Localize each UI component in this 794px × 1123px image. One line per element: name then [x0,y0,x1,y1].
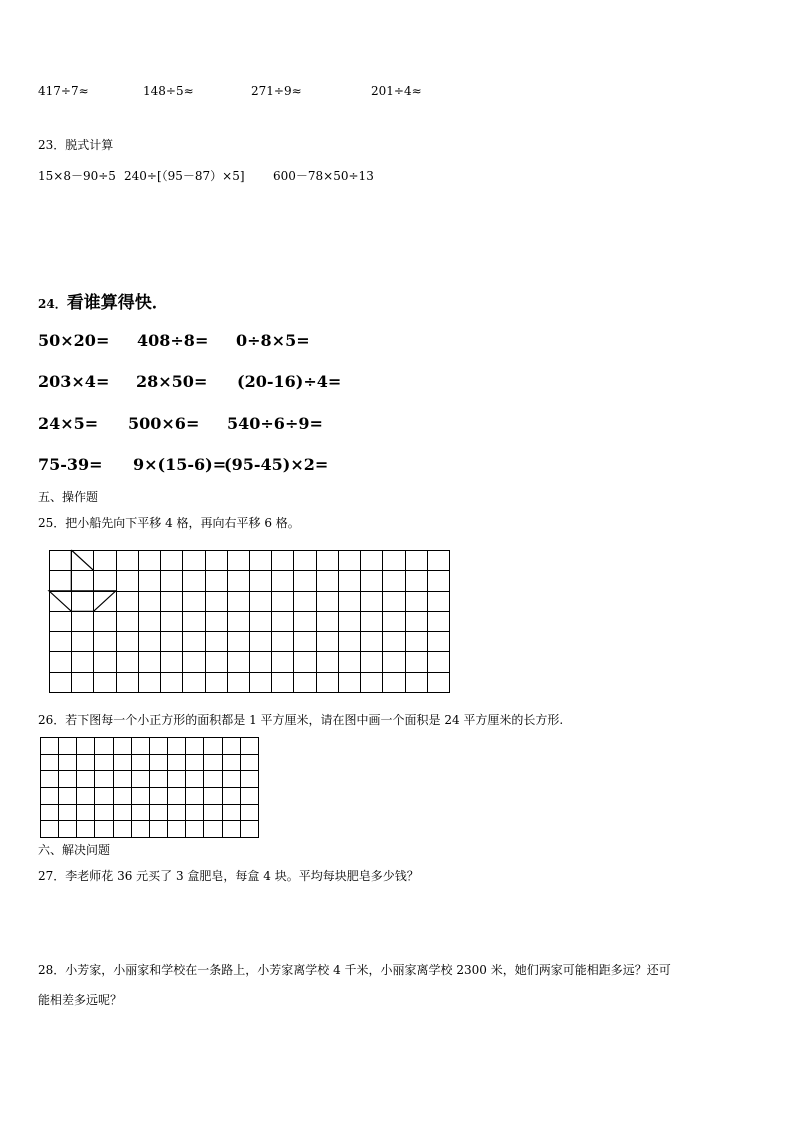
grid-cell [59,805,77,822]
grid-cell [150,755,168,772]
estimate-1: 417÷7≈ [38,84,89,98]
grid-cell [59,771,77,788]
grid-cell [168,821,186,838]
grid-cell [186,788,204,805]
grid-cell [204,821,222,838]
grid-cell [114,788,132,805]
grid-cell [132,788,150,805]
q26-grid [40,737,259,838]
grid-cell [168,805,186,822]
q28-line-1: 28．小芳家，小丽家和学校在一条路上，小芳家离学校 4 千米，小丽家离学校 2300 米，她们两家可能相距多远？还可 [38,963,671,977]
q23-problem-2: 240÷[（95－87）×5] [124,169,245,183]
grid-cell [150,771,168,788]
grid-cell [186,755,204,772]
q24-item: 0÷8×5= [236,331,310,350]
q24-item: 540÷6÷9= [227,414,323,433]
q24-item: 50×20= [38,331,110,350]
section-5-heading: 五、操作题 [38,490,99,504]
grid-cell [41,771,59,788]
grid-cell [114,738,132,755]
grid-cell [186,738,204,755]
q24-title: 看谁算得快． [66,293,169,313]
grid-cell [59,755,77,772]
grid-cell [204,755,222,772]
grid-cell [204,738,222,755]
estimate-2: 148÷5≈ [143,84,194,98]
q25-text: 25．把小船先向下平移 4 格，再向右平移 6 格。 [38,516,300,530]
q24-heading [38,288,169,313]
q27-text: 27．李老师花 36 元买了 3 盒肥皂，每盒 4 块。平均每块肥皂多少钱？ [38,869,419,883]
grid-cell [41,788,59,805]
grid-cell [77,771,95,788]
q24-item: (95-45)×2= [224,455,329,474]
grid-cell [77,805,95,822]
grid-cell [241,821,259,838]
grid-cell [150,738,168,755]
grid-cell [223,788,241,805]
grid-cell [95,805,113,822]
q24-item: 24×5= [38,414,99,433]
q23-title: 23．脱式计算 [38,138,114,152]
grid-cell [114,821,132,838]
q28-line-2: 能相差多远呢？ [38,993,123,1007]
q24-item: 408÷8= [137,331,209,350]
grid-cell [95,821,113,838]
grid-cell [114,771,132,788]
grid-cell [132,821,150,838]
grid-cell [241,738,259,755]
grid-cell [223,821,241,838]
grid-cell [150,821,168,838]
q24-item: 500×6= [128,414,200,433]
grid-cell [204,788,222,805]
grid-cell [41,738,59,755]
grid-cell [132,805,150,822]
q24-item: (20-16)÷4= [237,372,342,391]
q23-problem-1: 15×8－90÷5 [38,169,116,183]
grid-cell [241,755,259,772]
grid-cell [223,805,241,822]
q24-number: 24． [38,297,67,311]
grid-cell [95,771,113,788]
grid-cell [241,788,259,805]
grid-cell [77,788,95,805]
grid-cell [223,738,241,755]
grid-cell [132,771,150,788]
grid-cell [168,771,186,788]
grid-cell [77,821,95,838]
grid-cell [168,738,186,755]
q26-text: 26．若下图每一个小正方形的面积都是 1 平方厘米，请在图中画一个面积是 24 平方厘米的长方形. [38,713,564,727]
section-6-heading: 六、解决问题 [38,843,111,857]
q24-item: 9×(15-6)= [133,455,227,474]
grid-cell [95,755,113,772]
grid-cell [186,805,204,822]
grid-cell [114,755,132,772]
grid-cell [204,805,222,822]
grid-cell [59,788,77,805]
estimate-3: 271÷9≈ [251,84,302,98]
grid-cell [59,738,77,755]
grid-cell [77,755,95,772]
grid-cell [77,738,95,755]
grid-cell [223,755,241,772]
grid-cell [41,755,59,772]
grid-cell [241,805,259,822]
q23-problem-3: 600－78×50÷13 [273,169,374,183]
grid-cell [132,738,150,755]
grid-cell [186,821,204,838]
grid-cell [223,771,241,788]
grid-cell [168,788,186,805]
grid-cell [150,788,168,805]
grid-cell [41,805,59,822]
q24-item: 28×50= [136,372,208,391]
grid-cell [241,771,259,788]
grid-cell [114,805,132,822]
grid-cell [132,755,150,772]
grid-cell [186,771,204,788]
grid-cell [59,821,77,838]
boat-shape [49,550,450,693]
q24-item: 75-39= [38,455,103,474]
grid-cell [95,788,113,805]
grid-cell [150,805,168,822]
estimate-4: 201÷4≈ [371,84,422,98]
grid-cell [41,821,59,838]
q24-item: 203×4= [38,372,110,391]
grid-cell [204,771,222,788]
grid-cell [168,755,186,772]
grid-cell [95,738,113,755]
